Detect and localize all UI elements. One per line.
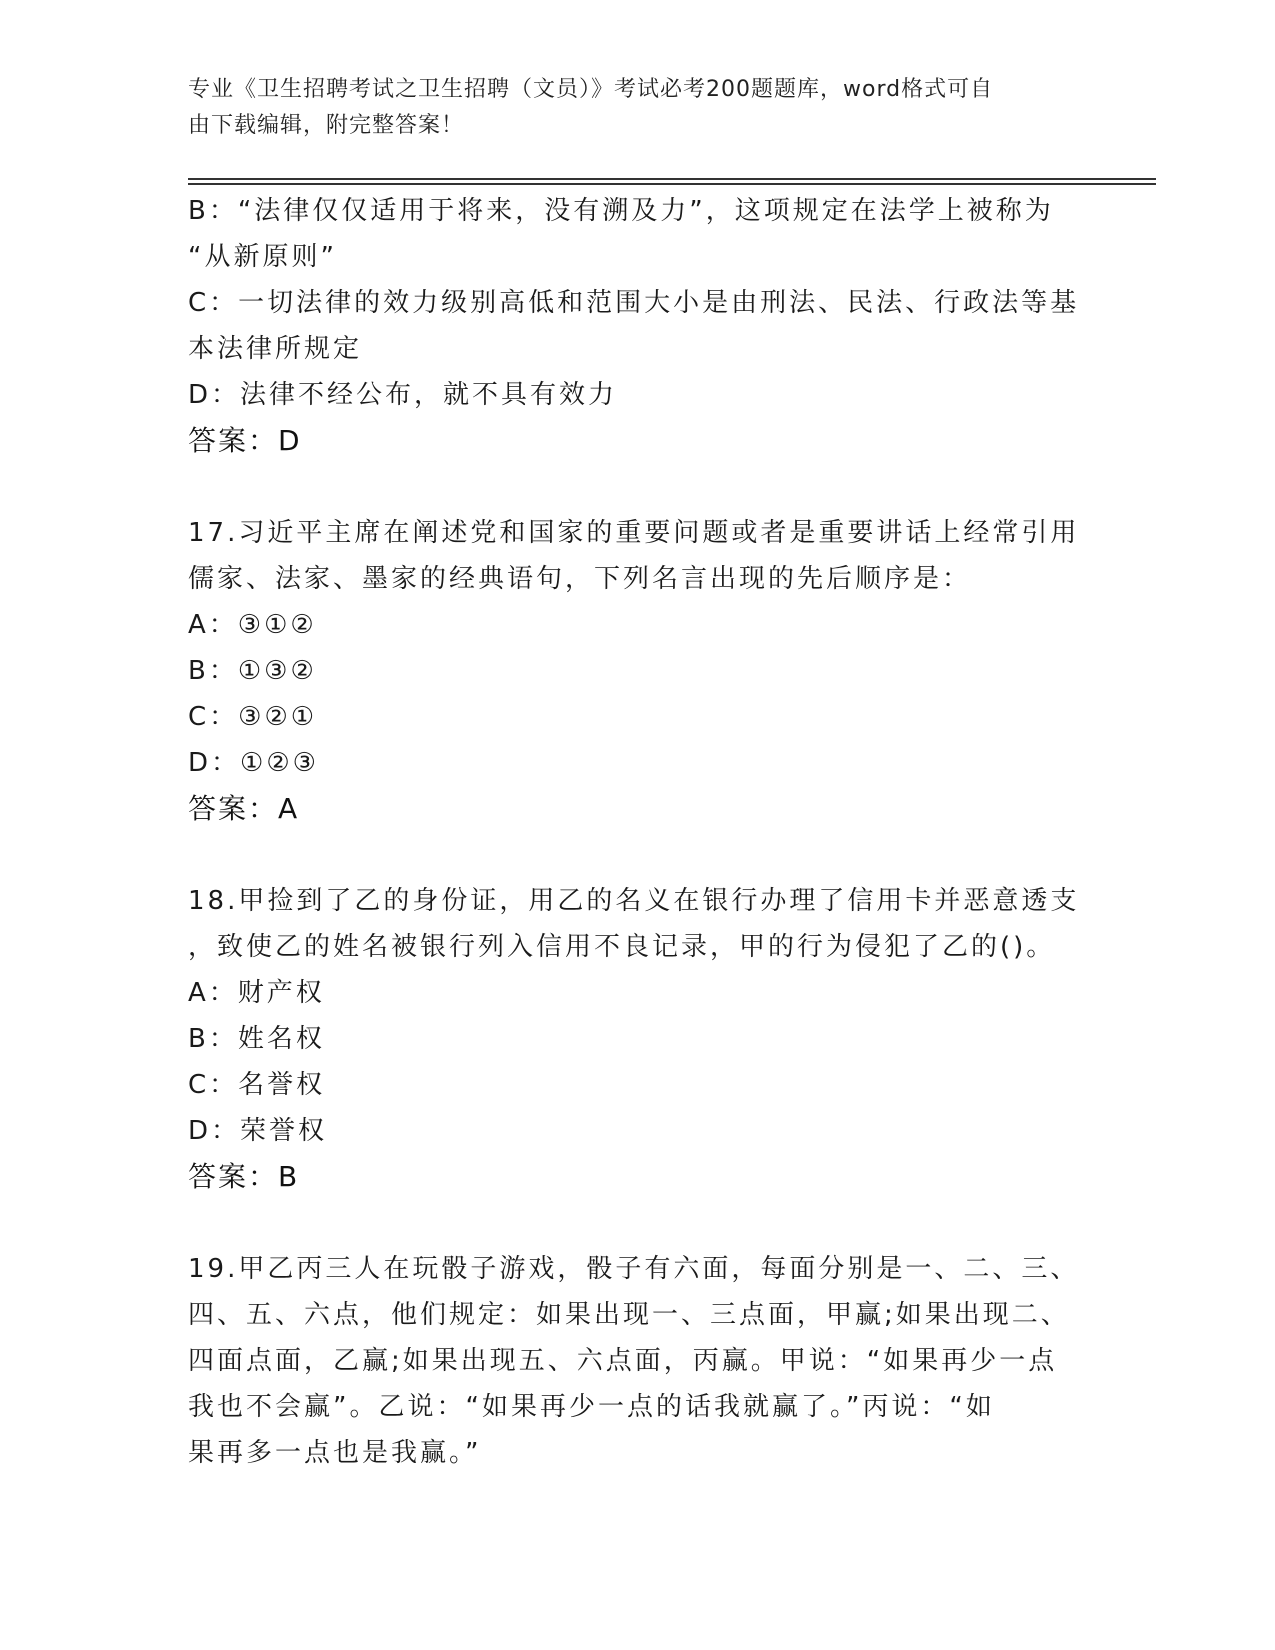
header-line-2: 由下载编辑，附完整答案！ [188, 113, 465, 138]
question-18 [188, 878, 1088, 1200]
header-rule-top [188, 178, 1156, 180]
question-17 [188, 510, 1088, 832]
q19-stem-line-2: 四、五、六点，他们规定：如果出现一、三点面，甲赢;如果出现二、 [188, 1300, 1070, 1330]
q17-option-b: B：①③② [188, 656, 317, 686]
q18-answer: 答案：B [188, 1160, 300, 1193]
q18-option-c: C：名誉权 [188, 1070, 326, 1100]
spacer [188, 832, 1088, 878]
q17-option-a: A：③①② [188, 610, 317, 640]
document-body [188, 188, 1088, 1476]
q19-stem-line-5: 果再多一点也是我赢。” [188, 1438, 482, 1468]
q17-answer: 答案：A [188, 792, 300, 825]
document-header [188, 72, 1068, 144]
q17-option-c: C：③②① [188, 702, 318, 732]
q16-option-b-line-2: “从新原则” [188, 242, 337, 272]
q18-option-a: A：财产权 [188, 978, 325, 1008]
q19-stem-line-1: 19.甲乙丙三人在玩骰子游戏，骰子有六面，每面分别是一、二、三、 [188, 1254, 1080, 1284]
question-19 [188, 1246, 1088, 1476]
q16-option-d: D：法律不经公布，就不具有效力 [188, 380, 618, 410]
spacer [188, 464, 1088, 510]
q16-answer: 答案：D [188, 424, 302, 457]
q17-option-d: D：①②③ [188, 748, 319, 778]
q16-option-c-line-2: 本法律所规定 [188, 334, 363, 364]
q18-option-b: B：姓名权 [188, 1024, 325, 1054]
header-line-1: 专业《卫生招聘考试之卫生招聘（文员）》考试必考200题题库，word格式可自 [188, 77, 994, 102]
header-rule-bottom [188, 183, 1156, 185]
q17-stem-line-2: 儒家、法家、墨家的经典语句，下列名言出现的先后顺序是： [188, 564, 972, 594]
q16-option-c-line-1: C：一切法律的效力级别高低和范围大小是由刑法、民法、行政法等基 [188, 288, 1080, 318]
q17-stem-line-1: 17.习近平主席在阐述党和国家的重要问题或者是重要讲话上经常引用 [188, 518, 1080, 548]
q18-stem-line-2: ，致使乙的姓名被银行列入信用不良记录，甲的行为侵犯了乙的()。 [188, 932, 1056, 962]
q19-stem-line-3: 四面点面，乙赢;如果出现五、六点面，丙赢。甲说：“如果再少一点 [188, 1346, 1058, 1376]
q18-stem-line-1: 18.甲捡到了乙的身份证，用乙的名义在银行办理了信用卡并恶意透支 [188, 886, 1080, 916]
q19-stem-line-4: 我也不会赢”。乙说：“如果再少一点的话我就赢了。”丙说：“如 [188, 1392, 995, 1422]
question-16-tail [188, 188, 1088, 464]
spacer [188, 1200, 1088, 1246]
q18-option-d: D：荣誉权 [188, 1116, 328, 1146]
q16-option-b-line-1: B：“法律仅仅适用于将来，没有溯及力”，这项规定在法学上被称为 [188, 196, 1054, 226]
